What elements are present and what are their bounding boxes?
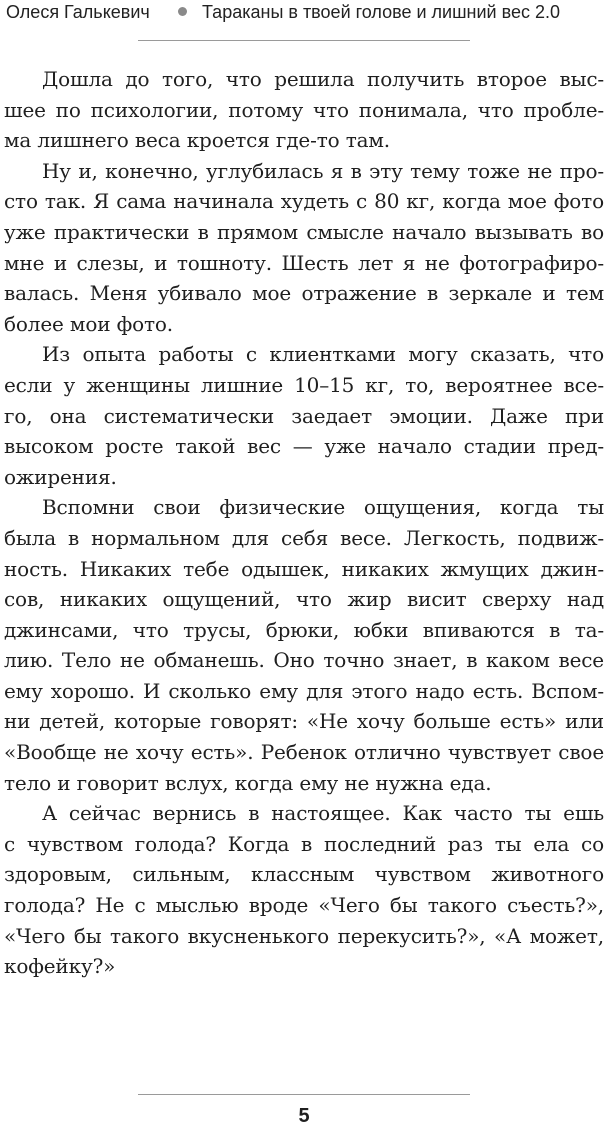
text-line: ожирения. — [4, 464, 117, 489]
header-book-title: Тараканы в твоей голове и лишний вес 2.0 — [202, 2, 560, 22]
text-line: А сейчас вернись в настоящее. Как часто ты ешь — [42, 801, 604, 826]
text-line: го, она систематически заедает эмоции. Даже при — [4, 403, 604, 428]
header-author: Олеся Галькевич — [6, 2, 150, 22]
text-line: Вспомни свои физические ощущения, когда ты — [42, 495, 604, 520]
text-line: джинсами, что трусы, брюки, юбки впиваются в та- — [4, 617, 604, 642]
text-line: лию. Тело не обманешь. Оно точно знает, в каком весе — [4, 648, 604, 673]
text-line: ность. Никаких тебе одышек, никаких жмущих джин- — [4, 556, 604, 581]
text-line: была в нормальном для себя весе. Легкость, подвиж- — [4, 525, 604, 550]
text-line: ни детей, которые говорят: «Не хочу больше есть» или — [4, 709, 604, 734]
text-line: Дошла до того, что решила получить второе выс- — [42, 67, 604, 91]
text-line: здоровым, сильным, классным чувством животного — [4, 862, 604, 887]
text-line: сто так. Я сама начинала худеть с 80 кг, когда мое фото — [4, 189, 604, 214]
text-line: тело и говорит вслух, когда ему не нужна еда. — [4, 770, 492, 795]
paragraph — [4, 798, 604, 982]
header-bullet-separator — [178, 7, 187, 16]
text-line: ему хорошо. И сколько ему для этого надо есть. Вспом- — [4, 678, 604, 703]
paragraph — [4, 339, 604, 492]
text-line: «Вообще не хочу есть». Ребенок отлично чувствует свое — [4, 740, 604, 765]
header-divider — [138, 40, 470, 41]
page-body — [4, 64, 604, 982]
text-line: ма лишнего веса кроется где-то там. — [4, 128, 391, 153]
text-line: кофейку?» — [4, 954, 116, 979]
text-line: мне и слезы, и тошноту. Шесть лет я не фотографиро- — [4, 250, 604, 275]
text-line: шее по психологии, потому что понимала, что пробле- — [4, 97, 604, 122]
paragraph — [4, 492, 604, 798]
footer-divider — [138, 1094, 470, 1095]
text-line: «Чего бы такого вкусненького перекусить?», «А может, — [4, 923, 604, 948]
text-line: уже практически в прямом смысле начало вызывать во — [4, 219, 604, 244]
text-line: если у женщины лишние 10–15 кг, то, вероятнее все- — [4, 372, 604, 397]
page-number: 5 — [298, 1105, 310, 1127]
paragraph — [4, 64, 604, 156]
text-line: Ну и, конечно, углубилась я в эту тему тоже не про- — [42, 158, 604, 183]
text-line: более мои фото. — [4, 311, 174, 336]
text-line: Из опыта работы с клиентками могу сказать, что — [42, 342, 604, 367]
paragraph — [4, 156, 604, 340]
text-line: валась. Меня убивало мое отражение в зеркале и тем — [4, 281, 604, 306]
text-line: голода? Не с мыслью вроде «Чего бы такого съесть?», — [4, 893, 604, 918]
text-line: с чувством голода? Когда в последний раз ты ела со — [4, 831, 604, 856]
text-line: высоком росте такой вес — уже начало стадии пред- — [4, 434, 604, 459]
running-header — [0, 0, 608, 28]
text-line: сов, никаких ощущений, что жир висит сверху над — [4, 587, 604, 612]
